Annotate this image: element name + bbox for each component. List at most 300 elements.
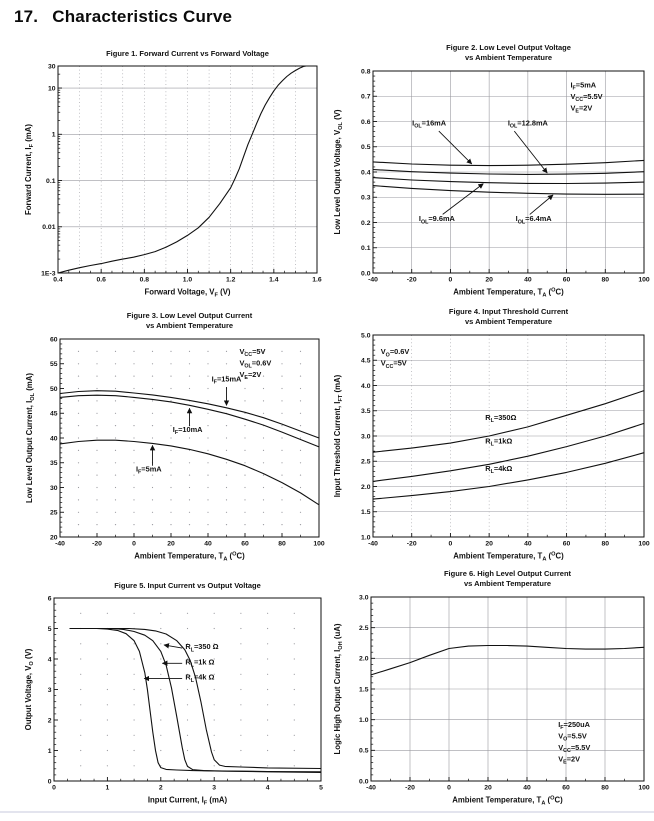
grid-dot <box>152 512 153 513</box>
grid-dot <box>78 462 79 463</box>
y-tick-label: 3 <box>47 686 52 694</box>
label-arrow <box>164 645 182 648</box>
grid-dot <box>160 719 161 720</box>
grid-dot <box>133 462 134 463</box>
x-tick-label: 60 <box>562 784 570 792</box>
grid-dot <box>115 425 116 426</box>
footer-rule <box>0 811 654 813</box>
grid-dot <box>133 512 134 513</box>
grid-dot <box>78 524 79 525</box>
grid-dot <box>160 735 161 736</box>
x-tick-label: 5 <box>319 784 323 792</box>
grid-dot <box>294 643 295 644</box>
grid-dot <box>170 437 171 438</box>
condition-text: $V_E=2V$ <box>558 754 581 766</box>
y-tick-label: 0 <box>47 778 52 786</box>
grid-dot <box>240 704 241 705</box>
grid-dot <box>170 363 171 364</box>
x-tick-label: 0 <box>132 540 136 548</box>
grid-dot <box>214 628 215 629</box>
x-tick-label: 20 <box>485 276 493 284</box>
grid-dot <box>115 400 116 401</box>
grid-dot <box>281 425 282 426</box>
figure-5-plot <box>24 576 330 814</box>
grid-dot <box>96 351 97 352</box>
x-tick-label: 0.4 <box>53 276 63 284</box>
figure-6-plot <box>331 566 653 814</box>
grid-dot <box>160 750 161 751</box>
figure-1 <box>24 44 326 306</box>
x-tick-label: 20 <box>485 540 493 548</box>
grid-dot <box>187 689 188 690</box>
series-line-IOH <box>371 646 644 675</box>
grid-dot <box>226 487 227 488</box>
grid-dot <box>96 450 97 451</box>
grid-dot <box>267 765 268 766</box>
grid-dot <box>133 524 134 525</box>
grid-dot <box>281 413 282 414</box>
y-tick-label: 3.0 <box>361 433 371 441</box>
grid-dot <box>244 499 245 500</box>
grid-dot <box>96 388 97 389</box>
grid-dot <box>244 437 245 438</box>
curve-label: $I_F=15mA$ <box>211 374 242 386</box>
y-tick-label: 1.0 <box>361 534 371 542</box>
grid-dot <box>107 735 108 736</box>
y-tick-label: 0.1 <box>46 177 56 185</box>
grid-dot <box>263 388 264 389</box>
chart-title: Figure 3. Low Level Output Current <box>126 311 253 320</box>
grid-dot <box>267 628 268 629</box>
grid-dot <box>134 689 135 690</box>
grid-dot <box>152 475 153 476</box>
grid-dot <box>107 613 108 614</box>
grid-dot <box>281 351 282 352</box>
grid-dot <box>300 425 301 426</box>
grid-dot <box>240 613 241 614</box>
grid-dot <box>80 643 81 644</box>
grid-dot <box>244 425 245 426</box>
grid-dot <box>207 413 208 414</box>
y-tick-label: 10 <box>47 85 56 93</box>
grid-dot <box>78 499 79 500</box>
x-tick-label: 80 <box>278 540 286 548</box>
grid-dot <box>244 475 245 476</box>
grid-dot <box>134 750 135 751</box>
grid-dot <box>170 499 171 500</box>
y-tick-label: 5 <box>47 625 52 633</box>
grid-dot <box>107 658 108 659</box>
grid-dot <box>244 462 245 463</box>
y-tick-label: 0.7 <box>361 93 371 101</box>
grid-dot <box>115 512 116 513</box>
grid-dot <box>300 351 301 352</box>
grid-dot <box>80 750 81 751</box>
grid-dot <box>214 719 215 720</box>
y-tick-label: 0.1 <box>361 245 371 253</box>
y-tick-label: 25 <box>49 509 58 517</box>
grid-dot <box>263 400 264 401</box>
grid-dot <box>207 437 208 438</box>
grid-dot <box>189 462 190 463</box>
x-tick-label: 80 <box>601 784 609 792</box>
grid-dot <box>78 413 79 414</box>
grid-dot <box>134 613 135 614</box>
grid-dot <box>170 425 171 426</box>
grid-dot <box>170 450 171 451</box>
heading-number: 17. <box>14 7 39 26</box>
grid-dot <box>207 499 208 500</box>
grid-dot <box>152 388 153 389</box>
x-tick-label: 0 <box>448 540 453 548</box>
grid-dot <box>133 363 134 364</box>
x-tick-label: 80 <box>601 540 610 548</box>
grid-dot <box>187 704 188 705</box>
grid-dot <box>187 628 188 629</box>
figure-3-plot <box>24 308 328 570</box>
chart-title: Figure 5. Input Current vs Output Voltage <box>114 581 261 590</box>
grid-dot <box>134 658 135 659</box>
grid-dot <box>281 487 282 488</box>
grid-dot <box>240 735 241 736</box>
y-tick-label: 0.0 <box>359 778 369 786</box>
grid-dot <box>134 704 135 705</box>
grid-dot <box>267 735 268 736</box>
grid-dot <box>226 475 227 476</box>
grid-dot <box>134 735 135 736</box>
grid-dot <box>240 719 241 720</box>
grid-dot <box>107 643 108 644</box>
grid-dot <box>152 437 153 438</box>
grid-dot <box>160 613 161 614</box>
y-tick-label: 3.5 <box>361 408 371 416</box>
y-tick-label: 60 <box>49 336 58 344</box>
grid-dot <box>78 487 79 488</box>
grid-dot <box>170 413 171 414</box>
grid-dot <box>107 674 108 675</box>
condition-text: $V_O=0.6V$ <box>380 347 410 359</box>
grid-dot <box>152 487 153 488</box>
x-tick-label: -40 <box>366 784 376 792</box>
grid-dot <box>115 487 116 488</box>
grid-dot <box>78 388 79 389</box>
grid-dot <box>96 487 97 488</box>
grid-dot <box>96 524 97 525</box>
condition-text: $V_{CC}=5.5V$ <box>570 91 603 103</box>
grid-dot <box>244 524 245 525</box>
grid-dot <box>263 376 264 377</box>
label-arrow <box>530 195 553 214</box>
x-tick-label: 1 <box>105 784 110 792</box>
grid-dot <box>96 425 97 426</box>
grid-dot <box>80 735 81 736</box>
x-tick-label: 1.0 <box>182 276 193 284</box>
grid-dot <box>152 376 153 377</box>
grid-dot <box>187 613 188 614</box>
grid-dot <box>281 400 282 401</box>
grid-dot <box>160 643 161 644</box>
grid-dot <box>207 388 208 389</box>
grid-dot <box>263 524 264 525</box>
grid-dot <box>244 512 245 513</box>
figure-3 <box>24 308 328 570</box>
y-tick-label: 5.0 <box>361 332 371 340</box>
grid-dot <box>214 689 215 690</box>
condition-text: $V_E=2V$ <box>239 369 262 381</box>
grid-dot <box>207 524 208 525</box>
grid-dot <box>263 499 264 500</box>
grid-dot <box>160 704 161 705</box>
grid-dot <box>294 689 295 690</box>
grid-dot <box>96 512 97 513</box>
curve-label: $R_L=4k$ Ω <box>185 672 215 684</box>
y-tick-label: 0.8 <box>361 68 371 76</box>
grid-dot <box>294 628 295 629</box>
x-tick-label: 100 <box>313 540 325 548</box>
y-tick-label: 30 <box>47 63 56 71</box>
grid-dot <box>226 462 227 463</box>
grid-dot <box>160 658 161 659</box>
grid-dot <box>115 450 116 451</box>
grid-dot <box>189 499 190 500</box>
grid-dot <box>152 524 153 525</box>
grid-dot <box>170 351 171 352</box>
grid-dot <box>294 658 295 659</box>
grid-dot <box>115 462 116 463</box>
y-tick-label: 2.0 <box>359 655 369 663</box>
grid-dot <box>152 413 153 414</box>
series-line-IOL-16mA <box>373 160 644 165</box>
condition-text: $V_{CC}=5V$ <box>380 358 407 370</box>
x-tick-label: -20 <box>406 276 417 284</box>
x-tick-label: -40 <box>368 276 378 284</box>
y-tick-label: 0.5 <box>361 144 371 152</box>
grid-dot <box>226 437 227 438</box>
grid-dot <box>300 462 301 463</box>
x-axis-label: Ambient Temperature, $T_A$ ($^O$C) <box>453 287 564 299</box>
grid-dot <box>207 376 208 377</box>
chart-title: Figure 2. Low Level Output Voltage <box>446 43 571 52</box>
grid-dot <box>187 750 188 751</box>
label-arrow <box>443 184 484 215</box>
grid-dot <box>300 413 301 414</box>
grid-dot <box>170 512 171 513</box>
y-tick-label: 45 <box>49 410 58 418</box>
y-tick-label: 0.0 <box>361 270 371 278</box>
grid-dot <box>107 750 108 751</box>
grid-dot <box>267 643 268 644</box>
grid-dot <box>214 735 215 736</box>
y-axis-label: Low Level Output Current, $I_{OL}$ (mA) <box>25 373 37 503</box>
figure-2 <box>331 40 653 306</box>
grid-dot <box>207 475 208 476</box>
grid-dot <box>244 487 245 488</box>
y-tick-label: 30 <box>49 484 58 492</box>
grid-dot <box>226 351 227 352</box>
chart-title: Figure 6. High Level Output Current <box>443 569 572 578</box>
curve-label: $I_{OL}=16mA$ <box>412 118 447 130</box>
grid-dot <box>207 400 208 401</box>
y-tick-label: 55 <box>49 361 58 369</box>
grid-dot <box>96 462 97 463</box>
grid-dot <box>187 735 188 736</box>
grid-dot <box>115 388 116 389</box>
x-tick-label: 60 <box>241 540 249 548</box>
grid-dot <box>214 613 215 614</box>
grid-dot <box>152 400 153 401</box>
grid-dot <box>96 376 97 377</box>
grid-dot <box>263 512 264 513</box>
condition-text: $V_O=5.5V$ <box>558 731 587 743</box>
y-tick-label: 2.0 <box>361 483 371 491</box>
x-tick-label: 100 <box>638 276 650 284</box>
grid-dot <box>187 719 188 720</box>
x-axis-label: Ambient Temperature, $T_A$ ($^O$C) <box>453 551 564 563</box>
figure-2-plot <box>331 40 653 306</box>
x-tick-label: 20 <box>167 540 175 548</box>
grid-dot <box>281 388 282 389</box>
plot-frame <box>58 66 317 273</box>
y-tick-label: 50 <box>49 385 58 393</box>
grid-dot <box>281 462 282 463</box>
grid-dot <box>226 450 227 451</box>
chart-title: vs Ambient Temperature <box>463 579 552 588</box>
grid-dot <box>267 674 268 675</box>
grid-dot <box>152 363 153 364</box>
grid-dot <box>244 450 245 451</box>
grid-dot <box>115 499 116 500</box>
x-tick-label: 40 <box>204 540 212 548</box>
x-tick-label: 1.4 <box>269 276 279 284</box>
series-line-forward-current <box>58 66 306 273</box>
curve-label: $R_L=4k\Omega$ <box>485 463 513 475</box>
grid-dot <box>170 376 171 377</box>
grid-dot <box>78 376 79 377</box>
grid-dot <box>134 719 135 720</box>
grid-dot <box>263 487 264 488</box>
grid-dot <box>115 524 116 525</box>
grid-dot <box>294 719 295 720</box>
grid-dot <box>160 689 161 690</box>
x-tick-label: 40 <box>523 784 531 792</box>
y-tick-label: 0.5 <box>359 747 369 755</box>
grid-dot <box>207 512 208 513</box>
grid-dot <box>160 674 161 675</box>
grid-dot <box>300 400 301 401</box>
grid-dot <box>133 388 134 389</box>
x-tick-label: 0.8 <box>139 276 150 284</box>
grid-dot <box>170 524 171 525</box>
x-tick-label: 1.6 <box>312 276 322 284</box>
y-tick-label: 0.2 <box>361 219 371 227</box>
grid-dot <box>226 363 227 364</box>
y-tick-label: 1.5 <box>359 686 369 694</box>
curve-label: $R_L=350$ Ω <box>185 642 219 654</box>
grid-dot <box>80 704 81 705</box>
grid-dot <box>133 413 134 414</box>
grid-dot <box>281 475 282 476</box>
x-tick-label: 4 <box>265 784 270 792</box>
x-tick-label: 100 <box>638 540 650 548</box>
grid-dot <box>96 437 97 438</box>
grid-dot <box>189 437 190 438</box>
y-tick-label: 20 <box>49 534 58 542</box>
x-tick-label: 80 <box>601 276 610 284</box>
grid-dot <box>189 487 190 488</box>
grid-dot <box>80 765 81 766</box>
grid-dot <box>160 628 161 629</box>
grid-dot <box>263 450 264 451</box>
grid-dot <box>294 704 295 705</box>
grid-dot <box>170 388 171 389</box>
grid-dot <box>152 351 153 352</box>
grid-dot <box>281 363 282 364</box>
y-tick-label: 2.5 <box>359 625 369 633</box>
x-tick-label: 60 <box>562 276 571 284</box>
grid-dot <box>267 658 268 659</box>
grid-dot <box>240 628 241 629</box>
y-tick-label: 0.01 <box>42 224 56 232</box>
grid-dot <box>281 524 282 525</box>
grid-dot <box>226 512 227 513</box>
grid-dot <box>107 704 108 705</box>
y-axis-label: Low Level Output Voltage, $V_{OL}$ (V) <box>333 109 345 235</box>
grid-dot <box>240 689 241 690</box>
x-tick-label: 0 <box>447 784 451 792</box>
grid-dot <box>226 425 227 426</box>
grid-dot <box>96 475 97 476</box>
grid-dot <box>300 388 301 389</box>
x-tick-label: 0.6 <box>96 276 106 284</box>
curve-label: $I_{OL}=9.6mA$ <box>418 214 455 226</box>
condition-text: $V_E=2V$ <box>570 103 593 115</box>
grid-dot <box>226 524 227 525</box>
grid-dot <box>207 462 208 463</box>
grid-dot <box>207 351 208 352</box>
grid-dot <box>78 351 79 352</box>
chart-title: vs Ambient Temperature <box>145 321 234 330</box>
x-tick-label: 40 <box>524 540 532 548</box>
x-axis-label: Ambient Temperature, $T_A$ ($^O$C) <box>134 551 245 563</box>
y-tick-label: 1.5 <box>361 509 371 517</box>
curve-label: $I_F=10mA$ <box>172 425 203 437</box>
grid-dot <box>300 524 301 525</box>
grid-dot <box>133 475 134 476</box>
grid-dot <box>107 765 108 766</box>
grid-dot <box>294 765 295 766</box>
grid-dot <box>115 376 116 377</box>
grid-dot <box>294 613 295 614</box>
x-tick-label: 0 <box>52 784 56 792</box>
figure-4-plot <box>331 304 653 570</box>
grid-dot <box>133 400 134 401</box>
grid-dot <box>78 400 79 401</box>
grid-dot <box>244 388 245 389</box>
x-tick-label: 1.2 <box>225 276 236 284</box>
grid-dot <box>300 376 301 377</box>
grid-dot <box>115 413 116 414</box>
grid-dot <box>300 487 301 488</box>
grid-dot <box>80 719 81 720</box>
grid-dot <box>207 450 208 451</box>
x-tick-label: -20 <box>92 540 102 548</box>
grid-dot <box>267 719 268 720</box>
grid-dot <box>80 689 81 690</box>
curve-label: $I_{OL}=6.4mA$ <box>515 214 552 226</box>
grid-dot <box>78 512 79 513</box>
curve-label: $I_{OL}=12.8mA$ <box>507 118 548 130</box>
grid-dot <box>115 475 116 476</box>
